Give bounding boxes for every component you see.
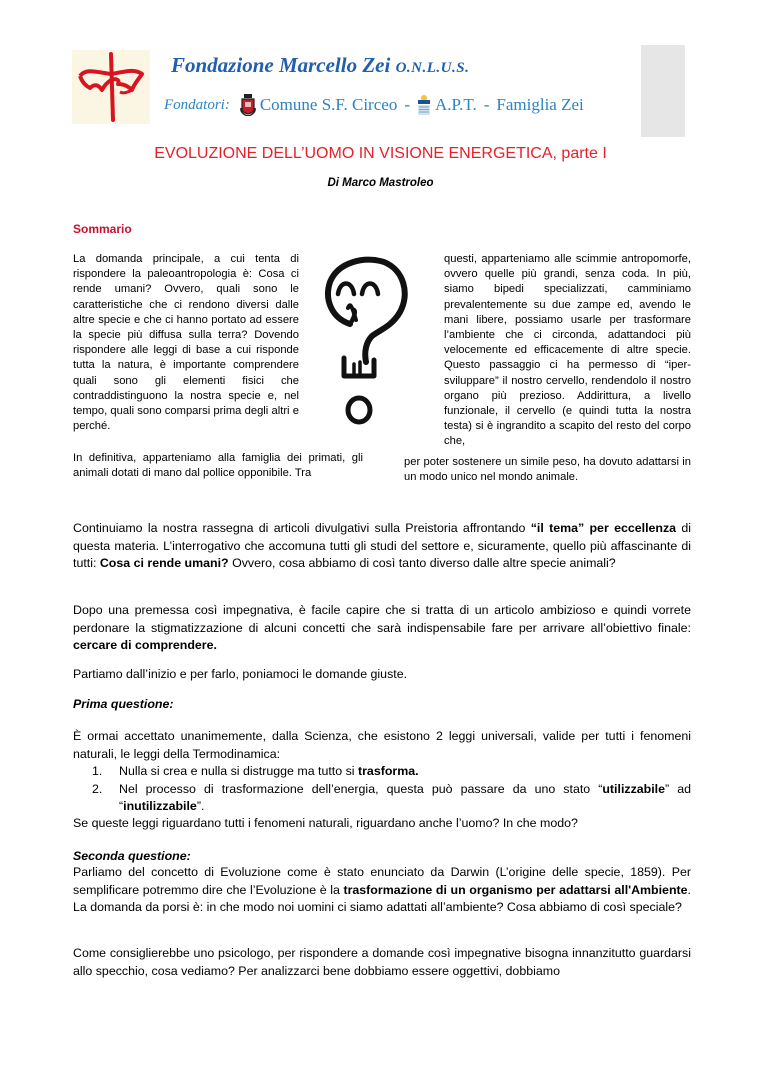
- text-run: Ovvero, cosa abbiamo di così tanto diverso dalle altre specie animali?: [228, 556, 616, 571]
- document-author: Di Marco Mastroleo: [327, 177, 434, 189]
- bold-text-run: trasforma.: [357, 764, 419, 778]
- paragraph-premise: [73, 602, 691, 655]
- list-item: [92, 763, 691, 781]
- cross-logo-icon: [72, 50, 150, 124]
- separator: -: [404, 95, 410, 114]
- text-run: Nel processo di trasformazione dell’energia, questa può passare da uno stato “: [119, 781, 603, 796]
- founder-comune: Comune S.F. Circeo: [259, 95, 398, 114]
- question-mark-face-icon: [310, 252, 415, 432]
- foundation-name: [171, 53, 469, 78]
- thermodynamics-laws-list: [92, 763, 691, 816]
- paragraph-psychologist: Come consiglierebbe uno psicologo, per rispondere a domande così impegnative bisogna innanzitutto guardarsi allo specchio, cosa vediamo? Per analizzarci bene dobbiamo essere oggettivi, dobbiamo: [73, 946, 691, 978]
- list-text: [119, 781, 691, 816]
- paragraph-thermodynamics: È ormai accettato unanimemente, dalla Scienza, che esistono 2 leggi universali, valide per tutti i fenomeni naturali, le leggi della Termodinamica:: [73, 729, 691, 761]
- foundation-suffix: O.N.L.U.S.: [395, 60, 470, 76]
- summary-heading: Sommario: [73, 222, 132, 236]
- bold-text-run: “il tema” per eccellenza: [530, 521, 677, 535]
- summary-left-paragraph-2: In definitiva, apparteniamo alla famiglia dei primati, gli animali dotati di mano dal pollice opponibile. Tra: [73, 452, 363, 480]
- header-gray-block: [641, 45, 685, 137]
- founders-line: [164, 94, 584, 116]
- bold-text-run: cercare di comprendere.: [73, 638, 217, 653]
- paragraph-intro: [73, 520, 691, 573]
- apt-logo-icon: [417, 94, 431, 116]
- summary-left-paragraph-1: La domanda principale, a cui tenta di rispondere la paleoantropologia è: Cosa ci rende umani? Ovvero, quali sono le caratteristiche che ci rendono diversi dalle altre specie e che ci hanno portato ad essere la specie più diffusa sulla terra? Dovendo rispondere alle leggi di base a cui risponde tutta la natura, è importante comprendere quali sono gli elementi fisici che contraddistinguono la nostra specie e, nel tempo, quali sono comparsi prima degli altri e perché.: [73, 253, 299, 433]
- paragraph-question-man: Se queste leggi riguardano tutti i fenomeni naturali, riguardano anche l’uomo? In che modo?: [73, 816, 578, 830]
- text-run: ”.: [196, 799, 205, 814]
- text-run: . La domanda da porsi è: in che modo noi uomini ci siamo adattati all’ambiente? Cosa abbiamo di così speciale?: [73, 882, 691, 915]
- list-item: [92, 781, 691, 816]
- separator: -: [483, 95, 490, 114]
- question-mark-illustration: [310, 252, 415, 432]
- bold-text-run: Cosa ci rende umani?: [99, 556, 229, 571]
- bold-text-run: utilizzabile: [602, 781, 666, 796]
- paragraph-evolution: [73, 864, 691, 917]
- heading-prima-questione: Prima questione:: [73, 697, 174, 711]
- text-run: Parliamo del concetto di Evoluzione come è stato enunciato da Darwin (L’origine delle specie, 1859). Per semplificare potremmo dire che l’Evoluzione è la: [73, 865, 691, 897]
- text-run: Continuiamo la nostra rassegna di articoli divulgativi sulla Preistoria affrontando: [73, 521, 531, 535]
- bold-text-run: inutilizzabile: [123, 799, 197, 814]
- summary-right-paragraph-2: per poter sostenere un simile peso, ha dovuto adattarsi in un modo unico nel mondo animale.: [404, 456, 691, 484]
- comune-crest-icon: [240, 94, 256, 116]
- foundation-name-text: Fondazione Marcello Zei: [171, 53, 391, 77]
- bold-text-run: trasformazione di un organismo per adattarsi all'Ambiente: [343, 882, 688, 897]
- founder-apt: A.P.T.: [435, 95, 477, 114]
- founder-famiglia: Famiglia Zei: [496, 95, 584, 114]
- heading-seconda-questione: Seconda questione:: [73, 849, 191, 863]
- text-run: Nulla si crea e nulla si distrugge ma tutto si: [119, 764, 358, 778]
- founders-label: Fondatori:: [164, 96, 230, 113]
- list-number: 1.: [92, 764, 103, 778]
- text-run: Dopo una premessa così impegnativa, è facile capire che si tratta di un articolo ambizioso e quindi vorrete perdonare la stigmatizzazione di alcuni concetti che sarà indispensabile fare per arrivare all’obiettivo finale:: [73, 603, 691, 635]
- text-run: ” ad “: [119, 781, 691, 814]
- paragraph-start: Partiamo dall’inizio e per farlo, poniamoci le domande giuste.: [73, 667, 408, 681]
- summary-right-paragraph-1: questi, apparteniamo alle scimmie antropomorfe, ovvero quelle più grandi, senza coda. In più, siamo bipedi specializzati, camminiamo prevalentemente su due zampe ed, avendo le mani libere, possiamo usarle per trasformare l’ambiente che ci circonda, adattandoci più velocemente ed efficacemente di altre specie. Questo passaggio ci ha permesso di “iper-sviluppare” il nostro cervello, rendendolo il nostro organo più prezioso. Addirittura, a livello funzionale, il cervello (e quindi tutta la nostra testa) si è ingrandito a scapito del resto del corpo che,: [444, 253, 691, 448]
- foundation-logo: [72, 50, 150, 124]
- text-run: di questa materia. L’interrogativo che accomuna tutti gli studi del settore e, sicuramente, quello più affascinante di tutti:: [73, 521, 691, 571]
- list-number: 2.: [92, 781, 103, 796]
- list-text: [119, 763, 691, 781]
- document-title: EVOLUZIONE DELL’UOMO IN VISIONE ENERGETICA, parte I: [154, 145, 607, 162]
